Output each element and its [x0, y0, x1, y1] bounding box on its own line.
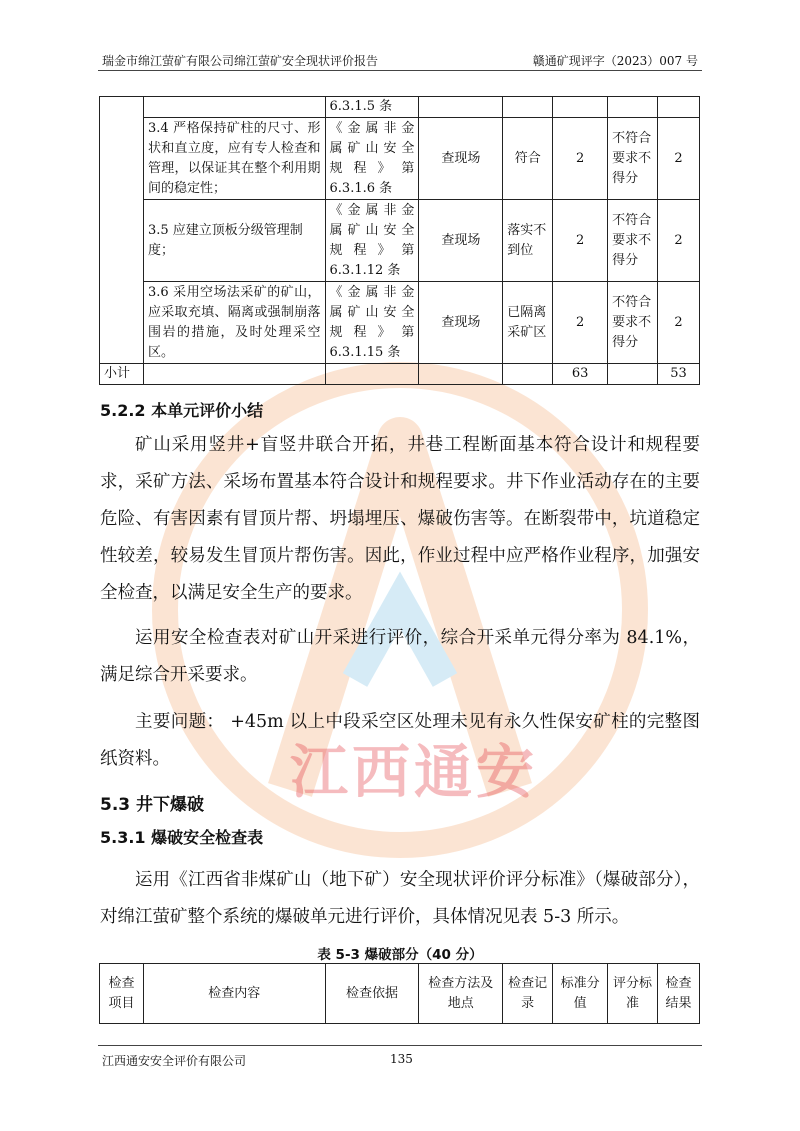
- mining-check-table: [99, 96, 700, 385]
- table-row: [100, 200, 700, 282]
- header-cell: 检查依据: [325, 964, 419, 1024]
- criteria-cell: 不符合要求不得分: [608, 282, 658, 364]
- method-cell: 查现场: [419, 282, 503, 364]
- subtotal-result: 53: [658, 364, 700, 385]
- method-cell: 查现场: [419, 118, 503, 200]
- score-cell: 2: [553, 200, 608, 282]
- main-issue-paragraph: 主要问题： +45m 以上中段采空区处理未见有永久性保安矿柱的完整图纸资料。: [100, 712, 700, 769]
- content-cell: 3.4 严格保持矿柱的尺寸、形状和直立度，应有专人检查和管理，以保证其在整个利用期间的稳定性；: [143, 118, 325, 200]
- content-cell: 3.5 应建立顶板分级管理制度；: [143, 200, 325, 282]
- table-row: [100, 97, 700, 118]
- table-caption: 表 5-3 爆破部分（40 分）: [317, 947, 483, 963]
- criteria-cell: 不符合要求不得分: [608, 200, 658, 282]
- table-header-row: [100, 964, 700, 1024]
- table-row: [100, 282, 700, 364]
- header-cell: 评分标准: [608, 964, 658, 1024]
- header-cell: 检查结果: [657, 964, 699, 1024]
- header-company-report: 瑞金市绵江萤矿有限公司绵江萤矿安全现状评价报告: [102, 54, 379, 68]
- blasting-intro-paragraph: 运用《江西省非煤矿山（地下矿）安全现状评价评分标准》（爆破部分），对绵江萤矿整个系统的爆破单元进行评价，具体情况见表 5-3 所示。: [100, 870, 700, 927]
- summary-paragraph-2: 运用安全检查表对矿山开采进行评价，综合开采单元得分率为 84.1%，满足综合开采要求。: [100, 628, 700, 685]
- subtotal-score: 63: [553, 364, 608, 385]
- page-footer: [98, 1045, 702, 1066]
- page-header: [98, 48, 702, 71]
- result-cell: 2: [658, 118, 700, 200]
- score-cell: 2: [553, 118, 608, 200]
- basis-cell: 《金属非金 属矿山安全 规 程 》 第 6.3.1.15 条: [325, 282, 419, 364]
- header-cell: 检查项目: [100, 964, 144, 1024]
- header-doc-number: 赣通矿现评字（2023）007 号: [532, 54, 698, 68]
- method-cell: 查现场: [419, 200, 503, 282]
- basis-cell: 《金属非金 属矿山安全 规 程 》 第 6.3.1.6 条: [325, 118, 419, 200]
- page-number: 135: [390, 1052, 413, 1066]
- blasting-check-table: [99, 963, 700, 1024]
- header-cell: 检查方法及地点: [419, 964, 503, 1024]
- footer-company: 江西通安安全评价有限公司: [102, 1054, 247, 1068]
- section-heading-5-3-1: 5.3.1 爆破安全检查表: [100, 828, 264, 847]
- header-cell: 检查内容: [143, 964, 325, 1024]
- subtotal-label: 小计: [100, 364, 144, 385]
- header-cell: 检查记录: [503, 964, 553, 1024]
- result-cell: 2: [658, 282, 700, 364]
- summary-paragraph-1: 矿山采用竖井+盲竖井联合开拓，井巷工程断面基本符合设计和规程要求，采矿方法、采场布置基本符合设计和规程要求。井下作业活动存在的主要危险、有害因素有冒顶片帮、坍塌埋压、爆破伤害等。在断裂带中，坑道稳定性较差，较易发生冒顶片帮伤害。因此，作业过程中应严格作业程序，加强安全检查，以满足安全生产的要求。: [100, 435, 700, 603]
- header-cell: 标准分值: [553, 964, 608, 1024]
- subtotal-row: [100, 364, 700, 385]
- record-cell: 已隔离采矿区: [503, 282, 553, 364]
- score-cell: 2: [553, 282, 608, 364]
- criteria-cell: 不符合要求不得分: [608, 118, 658, 200]
- section-heading-5-3: 5.3 井下爆破: [100, 795, 205, 815]
- table-row: [100, 118, 700, 200]
- content-cell: 3.6 采用空场法采矿的矿山，应采取充填、隔离或强制崩落围岩的措施，及时处理采空区。: [143, 282, 325, 364]
- watermark-text: 江西通安: [290, 738, 539, 806]
- record-cell: 符合: [503, 118, 553, 200]
- basis-cell: 6.3.1.5 条: [325, 97, 419, 118]
- section-heading-5-2-2: 5.2.2 本单元评价小结: [100, 401, 264, 420]
- result-cell: 2: [658, 200, 700, 282]
- record-cell: 落实不到位: [503, 200, 553, 282]
- basis-cell: 《金属非金 属矿山安全 规 程 》 第 6.3.1.12 条: [325, 200, 419, 282]
